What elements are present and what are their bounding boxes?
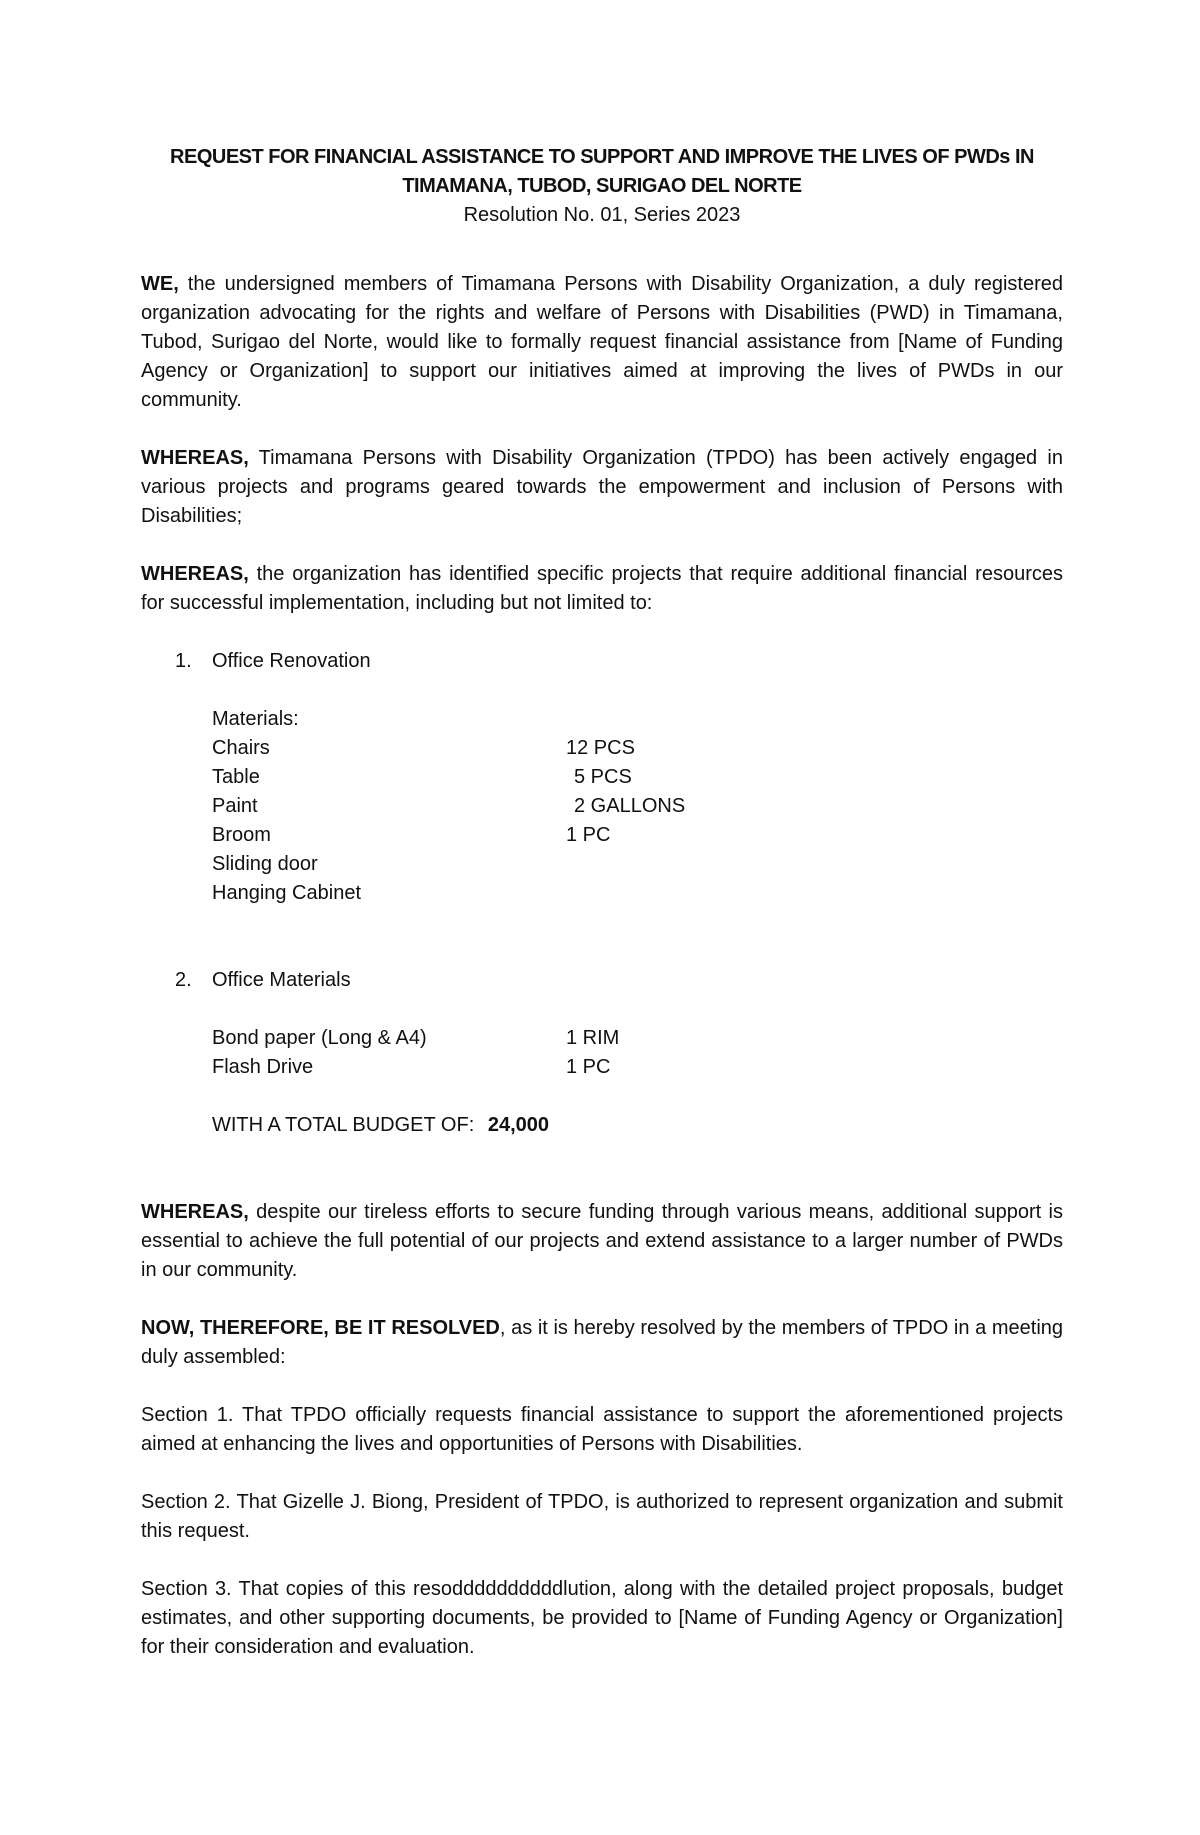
document-title-line-1: REQUEST FOR FINANCIAL ASSISTANCE TO SUPPORT AND IMPROVE THE LIVES OF PWDs IN xyxy=(170,146,1034,168)
section-2: Section 2. That Gizelle J. Biong, President of TPDO, is authorized to represent organization and submit this request. xyxy=(141,1491,1063,1542)
whereas-paragraph-1 xyxy=(141,444,1063,531)
resolved-paragraph xyxy=(141,1314,1063,1372)
whereas-text-2: the organization has identified specific projects that require additional financial resources for successful implementation, including but not limited to: xyxy=(141,563,1063,614)
material-qty: 2 GALLONS xyxy=(574,795,686,817)
intro-text: the undersigned members of Timamana Persons with Disability Organization, a duly registered organization advocating for the rights and welfare of Persons with Disabilities (PWD) in Timamana, Tubod, Surigao del Norte, would like to formally request financial assistance from [Name of Funding Agency or Organization] to support our initiatives aimed at improving the lives of PWDs in our community. xyxy=(141,273,1063,411)
material-name: Chairs xyxy=(212,737,270,759)
materials-label: Materials: xyxy=(212,708,299,730)
material-name: Flash Drive xyxy=(212,1056,314,1078)
whereas-keyword-1: WHEREAS, xyxy=(141,447,249,469)
intro-keyword: WE, xyxy=(141,273,179,295)
resolution-number: Resolution No. 01, Series 2023 xyxy=(463,204,741,226)
resolved-text: , as it is hereby resolved by the members of TPDO in a meeting duly assembled: xyxy=(141,1317,1064,1368)
material-row xyxy=(141,821,1063,850)
material-qty: 1 PC xyxy=(566,1056,611,1078)
intro-paragraph xyxy=(141,270,1063,415)
whereas-keyword-2: WHEREAS, xyxy=(141,563,249,585)
material-row xyxy=(141,850,1063,879)
material-qty: 12 PCS xyxy=(566,737,635,759)
project-2-heading xyxy=(141,966,1063,995)
material-qty: 5 PCS xyxy=(574,766,632,788)
resolved-keyword: NOW, THEREFORE, BE IT RESOLVED xyxy=(141,1317,500,1339)
project-1-heading xyxy=(141,647,1063,676)
material-qty: 1 PC xyxy=(566,824,611,846)
material-row xyxy=(141,763,1063,792)
material-name: Broom xyxy=(212,824,271,846)
total-budget-amount: 24,000 xyxy=(487,1114,549,1136)
whereas-text-1: Timamana Persons with Disability Organization (TPDO) has been actively engaged in various projects and programs geared towards the empowerment and inclusion of Persons with Disabilities; xyxy=(141,447,1063,527)
material-qty: 1 RIM xyxy=(566,1027,620,1049)
whereas-paragraph-2 xyxy=(141,560,1063,618)
material-name: Paint xyxy=(212,795,258,817)
material-row xyxy=(141,734,1063,763)
project-1-number: 1. xyxy=(175,650,192,672)
total-budget-label: WITH A TOTAL BUDGET OF: xyxy=(212,1114,475,1136)
project-2-label: Office Materials xyxy=(212,969,351,991)
material-name: Hanging Cabinet xyxy=(212,882,361,904)
material-row xyxy=(141,1024,1063,1053)
whereas-paragraph-3 xyxy=(141,1198,1063,1285)
document-title-line-2: TIMAMANA, TUBOD, SURIGAO DEL NORTE xyxy=(402,175,802,197)
section-1: Section 1. That TPDO officially requests financial assistance to support the aforementioned projects aimed at enhancing the lives and opportunities of Persons with Disabilities. xyxy=(141,1404,1063,1455)
material-name: Sliding door xyxy=(212,853,318,875)
section-3: Section 3. That copies of this resoddddddddddlution, along with the detailed project proposals, budget estimates, and other supporting documents, be provided to [Name of Funding Agency or Organization] for their consideration and evaluation. xyxy=(141,1578,1063,1658)
project-2-number: 2. xyxy=(175,969,192,991)
document-body xyxy=(141,143,1063,1662)
material-name: Table xyxy=(212,766,260,788)
whereas-keyword-3: WHEREAS, xyxy=(141,1201,249,1223)
whereas-text-3: despite our tireless efforts to secure funding through various means, additional support is essential to achieve the full potential of our projects and extend assistance to a larger number of PWDs in our community. xyxy=(141,1201,1063,1281)
total-budget xyxy=(141,1111,1063,1140)
project-1-label: Office Renovation xyxy=(212,650,371,672)
material-row xyxy=(141,792,1063,821)
material-row xyxy=(141,1053,1063,1082)
materials-heading xyxy=(141,705,1063,734)
material-name: Bond paper (Long & A4) xyxy=(212,1027,427,1049)
material-row xyxy=(141,879,1063,908)
